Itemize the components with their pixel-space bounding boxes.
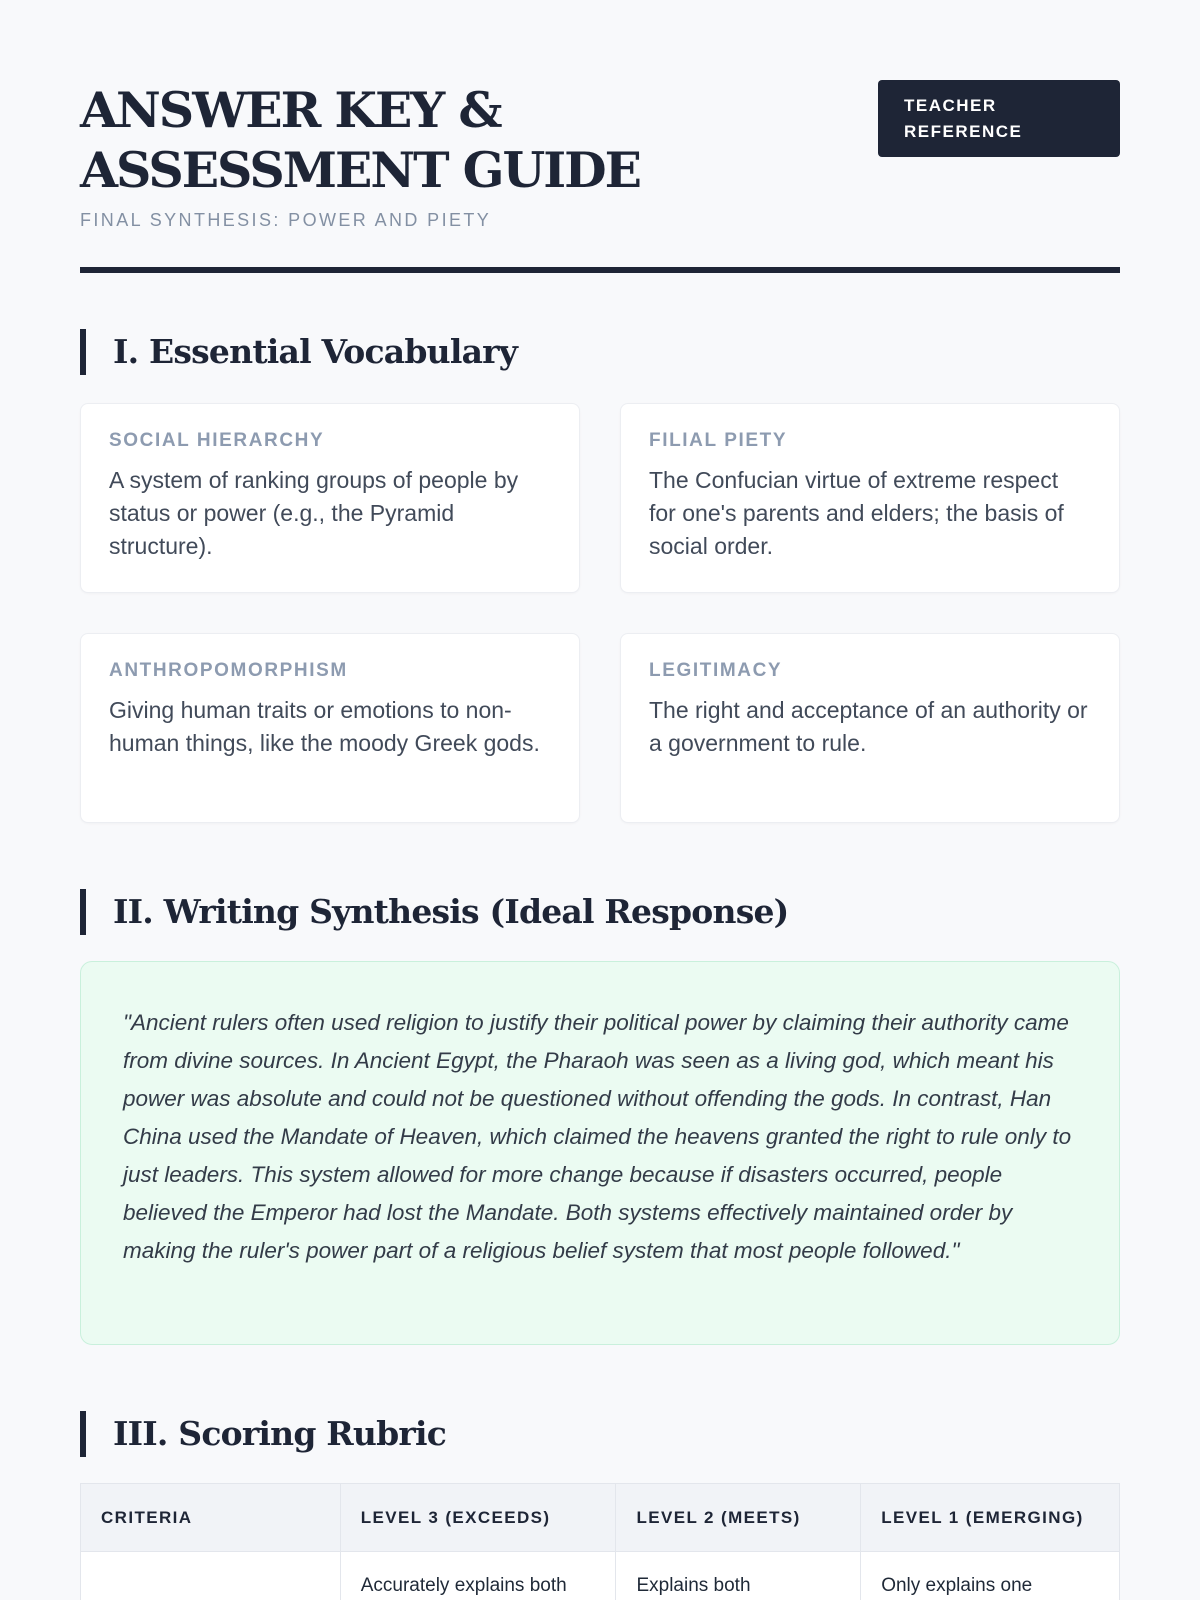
vocab-card	[80, 633, 580, 823]
heading-accent-bar	[80, 889, 86, 935]
heading-accent-bar	[80, 1411, 86, 1457]
column-header: CRITERIA	[81, 1484, 341, 1552]
vocabulary-heading	[80, 329, 1120, 375]
column-header: LEVEL 1 (EMERGING)	[861, 1484, 1120, 1552]
vocab-term: LEGITIMACY	[649, 660, 783, 681]
level-3-cell: Accurately explains both	[340, 1552, 616, 1600]
vocab-definition: The Confucian virtue of extreme respect for one's parents and elders; the basis of social order.	[649, 467, 1064, 559]
vocab-definition: The right and acceptance of an authority or a government to rule.	[649, 697, 1088, 756]
page-title: ANSWER KEY & ASSESSMENT GUIDE	[80, 81, 640, 199]
vocab-card	[620, 633, 1120, 823]
teacher-reference-badge: TEACHER REFERENCE	[878, 80, 1120, 157]
header-divider	[80, 267, 1120, 273]
synthesis-heading-text: II. Writing Synthesis (Ideal Response)	[113, 892, 789, 931]
vocab-term: ANTHROPOMORPHISM	[109, 660, 348, 681]
vocab-term: FILIAL PIETY	[649, 430, 788, 451]
vocab-definition: A system of ranking groups of people by status or power (e.g., the Pyramid structure).	[109, 467, 519, 559]
vocab-card	[80, 403, 580, 593]
table-row	[81, 1552, 1120, 1600]
criteria-cell	[81, 1552, 341, 1600]
ideal-response-text: "Ancient rulers often used religion to justify their political power by claiming their authority came from divine sources. In Ancient Egypt, the Pharaoh was seen as a living god, which meant his power was absolute and could not be questioned without offending the gods. In contrast, Han China used the Mandate of Heaven, which claimed the heavens granted the right to rule only to just leaders. This system allowed for more change because if disasters occurred, people believed the Emperor had lost the Mandate. Both systems effectively maintained order by making the ruler's power part of a religious belief system that most people followed."	[123, 1010, 1072, 1263]
level-1-cell: Only explains one	[861, 1552, 1120, 1600]
table-header-row	[81, 1484, 1120, 1552]
rubric-heading	[80, 1411, 1120, 1457]
heading-accent-bar	[80, 329, 86, 375]
vocab-card	[620, 403, 1120, 593]
level-2-cell: Explains both	[616, 1552, 861, 1600]
column-header: LEVEL 2 (MEETS)	[616, 1484, 861, 1552]
vocabulary-heading-text: I. Essential Vocabulary	[113, 332, 518, 371]
ideal-response-box	[80, 961, 1120, 1345]
vocab-term: SOCIAL HIERARCHY	[109, 430, 325, 451]
scoring-rubric-table	[80, 1483, 1120, 1600]
rubric-heading-text: III. Scoring Rubric	[113, 1414, 447, 1453]
vocabulary-grid	[80, 403, 1120, 823]
document-header	[80, 80, 1120, 267]
synthesis-heading	[80, 889, 1120, 935]
page-subtitle: FINAL SYNTHESIS: POWER AND PIETY	[80, 210, 492, 230]
vocab-definition: Giving human traits or emotions to non-human things, like the moody Greek gods.	[109, 697, 540, 756]
column-header: LEVEL 3 (EXCEEDS)	[340, 1484, 616, 1552]
